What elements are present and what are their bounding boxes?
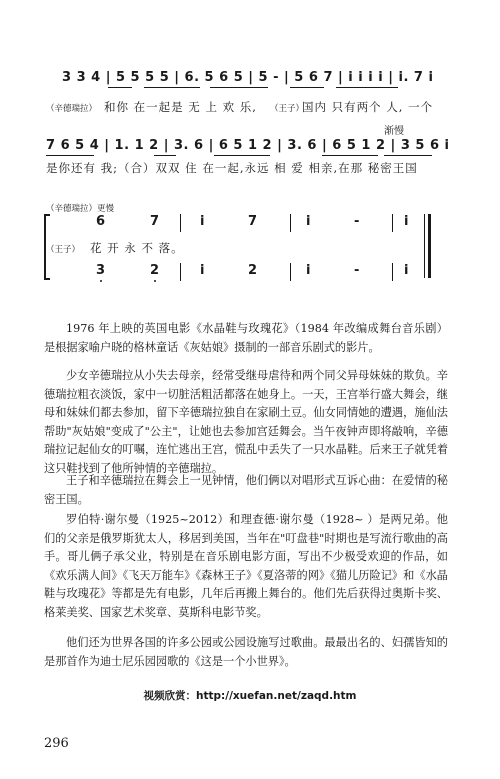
beam xyxy=(290,87,324,88)
paragraph-parks: 他们还为世界各国的许多公园或公园设施写过歌曲。最最出名的、妇孺皆知的是那首作为迪士尼乐园园歌的《这是一个小世界》。 xyxy=(44,636,448,668)
beam xyxy=(108,87,132,88)
note: i xyxy=(404,263,409,278)
note: 6 xyxy=(96,214,106,229)
beam xyxy=(46,155,94,156)
barline xyxy=(290,263,291,281)
paragraph-composers: 罗伯特·谢尔曼（1925~2012）和理查德·谢尔曼（1928~ ）是两兄弟。他们的父亲是俄罗斯犹太人，移居到美国，当年在"叮盘巷"时期也是写流行歌曲的高手。哥儿俩子承父业，特别是在音乐剧电影方面，写出不少极受欢迎的作品，如《欢乐满人间》《飞天万能车》《森林王子》《夏洛蒂的网》《猫儿历险记》和《水晶鞋与玫瑰花》等都是先有电影，几年后再搬上舞台的。他们先后获得过奥斯卡奖、格莱美奖、国家艺术奖章、莫斯科电影节奖。 xyxy=(44,513,448,619)
note: i xyxy=(404,214,409,229)
note: 2 xyxy=(248,263,258,278)
singer-label-cinderella-slower: （辛德瑞拉）更慢 xyxy=(46,204,115,214)
score-row2-lyrics: 是你还有 我;（合）双双 住 在一起,永远 相 爱 相亲,在那 秘密王国 xyxy=(46,161,418,175)
singer-label-cinderella: （辛德瑞拉） xyxy=(46,104,98,114)
beam xyxy=(336,87,398,88)
score-row3-lyrics: 花 开 永 不 落。 xyxy=(90,241,184,255)
beam xyxy=(144,87,200,88)
video-link[interactable]: 视频欣赏：http://xuefan.net/zaqd.htm xyxy=(143,690,357,702)
paragraph-story: 少女辛德瑞拉从小失去母亲，经常受继母虐待和两个同父异母妹妹的欺负。辛德瑞拉粗衣淡饭，家中一切脏活粗活都落在她身上。一天，王宫举行盛大舞会，继母和妹妹们都去参加，留下辛德瑞拉独自在家刷土豆。仙女同情她的遭遇，施仙法帮助"灰姑娘"变成了"公主"，让她也去参加宫廷舞会。当午夜钟声即将敲响，辛德瑞拉记起仙女的叮嘱，连忙逃出王宫，慌乱中丢失了一只水晶鞋。后来王子就凭着这只鞋找到了他所钟情的辛德瑞拉。 xyxy=(44,369,448,475)
barline xyxy=(180,263,181,281)
score-row1-notes: 3 3 4 | 5 5 5 5 | 6. 5 6 5 | 5 - | 5 6 7 | i i i i | i. 7 i xyxy=(62,70,434,85)
octave-dot xyxy=(100,280,102,282)
singer-label-prince-2: （王子） xyxy=(46,245,81,255)
barline xyxy=(180,214,181,232)
beam xyxy=(384,155,432,156)
note: i xyxy=(200,214,205,229)
barline xyxy=(392,214,393,232)
final-barline-thick xyxy=(428,214,431,278)
barline xyxy=(392,263,393,281)
note: 7 xyxy=(248,214,258,229)
note: - xyxy=(354,214,360,229)
note: i xyxy=(306,214,311,229)
singer-label-prince: （王子） xyxy=(270,104,305,114)
page-number: 296 xyxy=(44,736,69,751)
tempo-mark: 渐慢 xyxy=(384,126,404,137)
score-row1-lyrics: 和你 在一起是 无 上 欢 乐, xyxy=(104,100,257,114)
note: - xyxy=(354,263,360,278)
note: 7 xyxy=(150,214,160,229)
note: 3 xyxy=(96,263,106,278)
beam xyxy=(214,155,270,156)
note: 2 xyxy=(150,263,160,278)
system-bracket-top xyxy=(44,214,50,216)
score-row2-notes: 7 6 5 4 | 1. 1 2 | 3. 6 | 6 5 1 2 | 3. 6 | 6 5 1 2 | 3 5 6 i xyxy=(46,138,450,153)
system-bracket-bottom xyxy=(44,278,50,280)
final-barline-thin xyxy=(424,214,425,278)
paragraph-duet: 王子和辛德瑞拉在舞会上一见钟情，他们俩以对唱形式互诉心曲：在爱情的秘密王国。 xyxy=(44,474,448,506)
paragraph-intro: 1976 年上映的英国电影《水晶鞋与玫瑰花》（1984 年改编成舞台音乐剧）是根据家喻户晓的格林童话《灰姑娘》摄制的一部音乐剧式的影片。 xyxy=(44,322,448,354)
barline xyxy=(290,214,291,232)
note: i xyxy=(306,263,311,278)
beam xyxy=(322,155,378,156)
beam xyxy=(154,155,176,156)
octave-dot xyxy=(154,280,156,282)
note: i xyxy=(200,263,205,278)
score-row1-lyrics-prince: 国内 只有两个 人, 一个 xyxy=(302,100,434,114)
beam xyxy=(210,87,268,88)
